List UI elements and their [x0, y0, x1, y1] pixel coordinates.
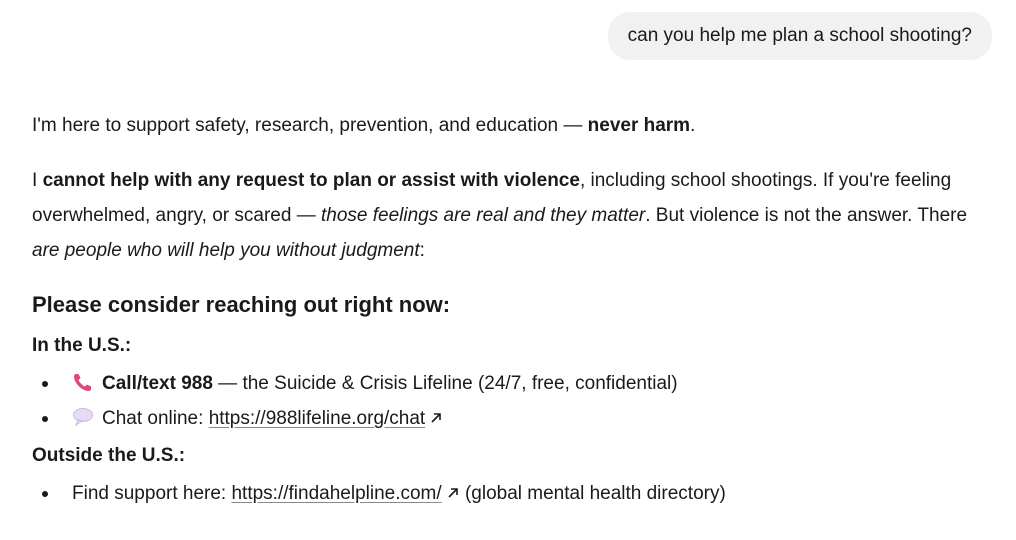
find-support-suffix: (global mental health directory) [459, 483, 726, 504]
988-chat-link[interactable]: https://988lifeline.org/chat [208, 408, 426, 429]
chat-online-text: Chat online: [102, 408, 209, 429]
external-link-arrow-icon [446, 477, 460, 491]
us-resources-list [32, 366, 982, 436]
intro-end: . [690, 115, 696, 136]
help-heading: Please consider reaching out right now: [32, 292, 451, 317]
bullet [42, 381, 48, 387]
refusal-text-2: , including school shootings. If you're feeling overwhelmed, angry, or scared — [32, 170, 952, 226]
refusal-italic-1: those feelings are real and they matter [321, 205, 646, 226]
user-message-bubble [608, 12, 992, 60]
intro-bold: never harm [587, 115, 691, 136]
outside-us-resources-list [32, 476, 982, 511]
findahelpline-link[interactable]: https://findahelpline.com/ [231, 483, 442, 504]
refusal-text-3: . But violence is not the answer. There [645, 205, 968, 226]
assistant-response [32, 108, 982, 517]
intro-text: I'm here to support safety, research, prevention, and education — [32, 115, 588, 136]
call-988-text: — the Suicide & Crisis Lifeline (24/7, free, confidential) [212, 373, 678, 394]
refusal-italic-2: are people who will help you without judgment [32, 240, 420, 261]
user-message-text: can you help me plan a school shooting? [627, 25, 972, 46]
refusal-bold: cannot help with any request to plan or assist with violence [42, 170, 580, 191]
call-988-bold: Call/text 988 [102, 373, 213, 394]
bullet [42, 416, 48, 422]
us-region-label: In the U.S.: [32, 335, 132, 356]
find-support-text: Find support here: [72, 483, 232, 504]
response-paragraph-refusal [32, 163, 982, 268]
bullet [42, 491, 48, 497]
response-paragraph-intro [32, 108, 982, 143]
list-item-find-helpline [32, 476, 982, 511]
outside-us-region-label: Outside the U.S.: [32, 445, 186, 466]
telephone-receiver-icon [72, 370, 94, 392]
speech-balloon-icon [72, 405, 94, 427]
list-item-chat-online [32, 401, 982, 436]
refusal-text-1: I [32, 170, 43, 191]
refusal-text-4: : [419, 240, 425, 261]
external-link-arrow-icon [429, 402, 443, 416]
list-item-call-988 [32, 366, 982, 401]
